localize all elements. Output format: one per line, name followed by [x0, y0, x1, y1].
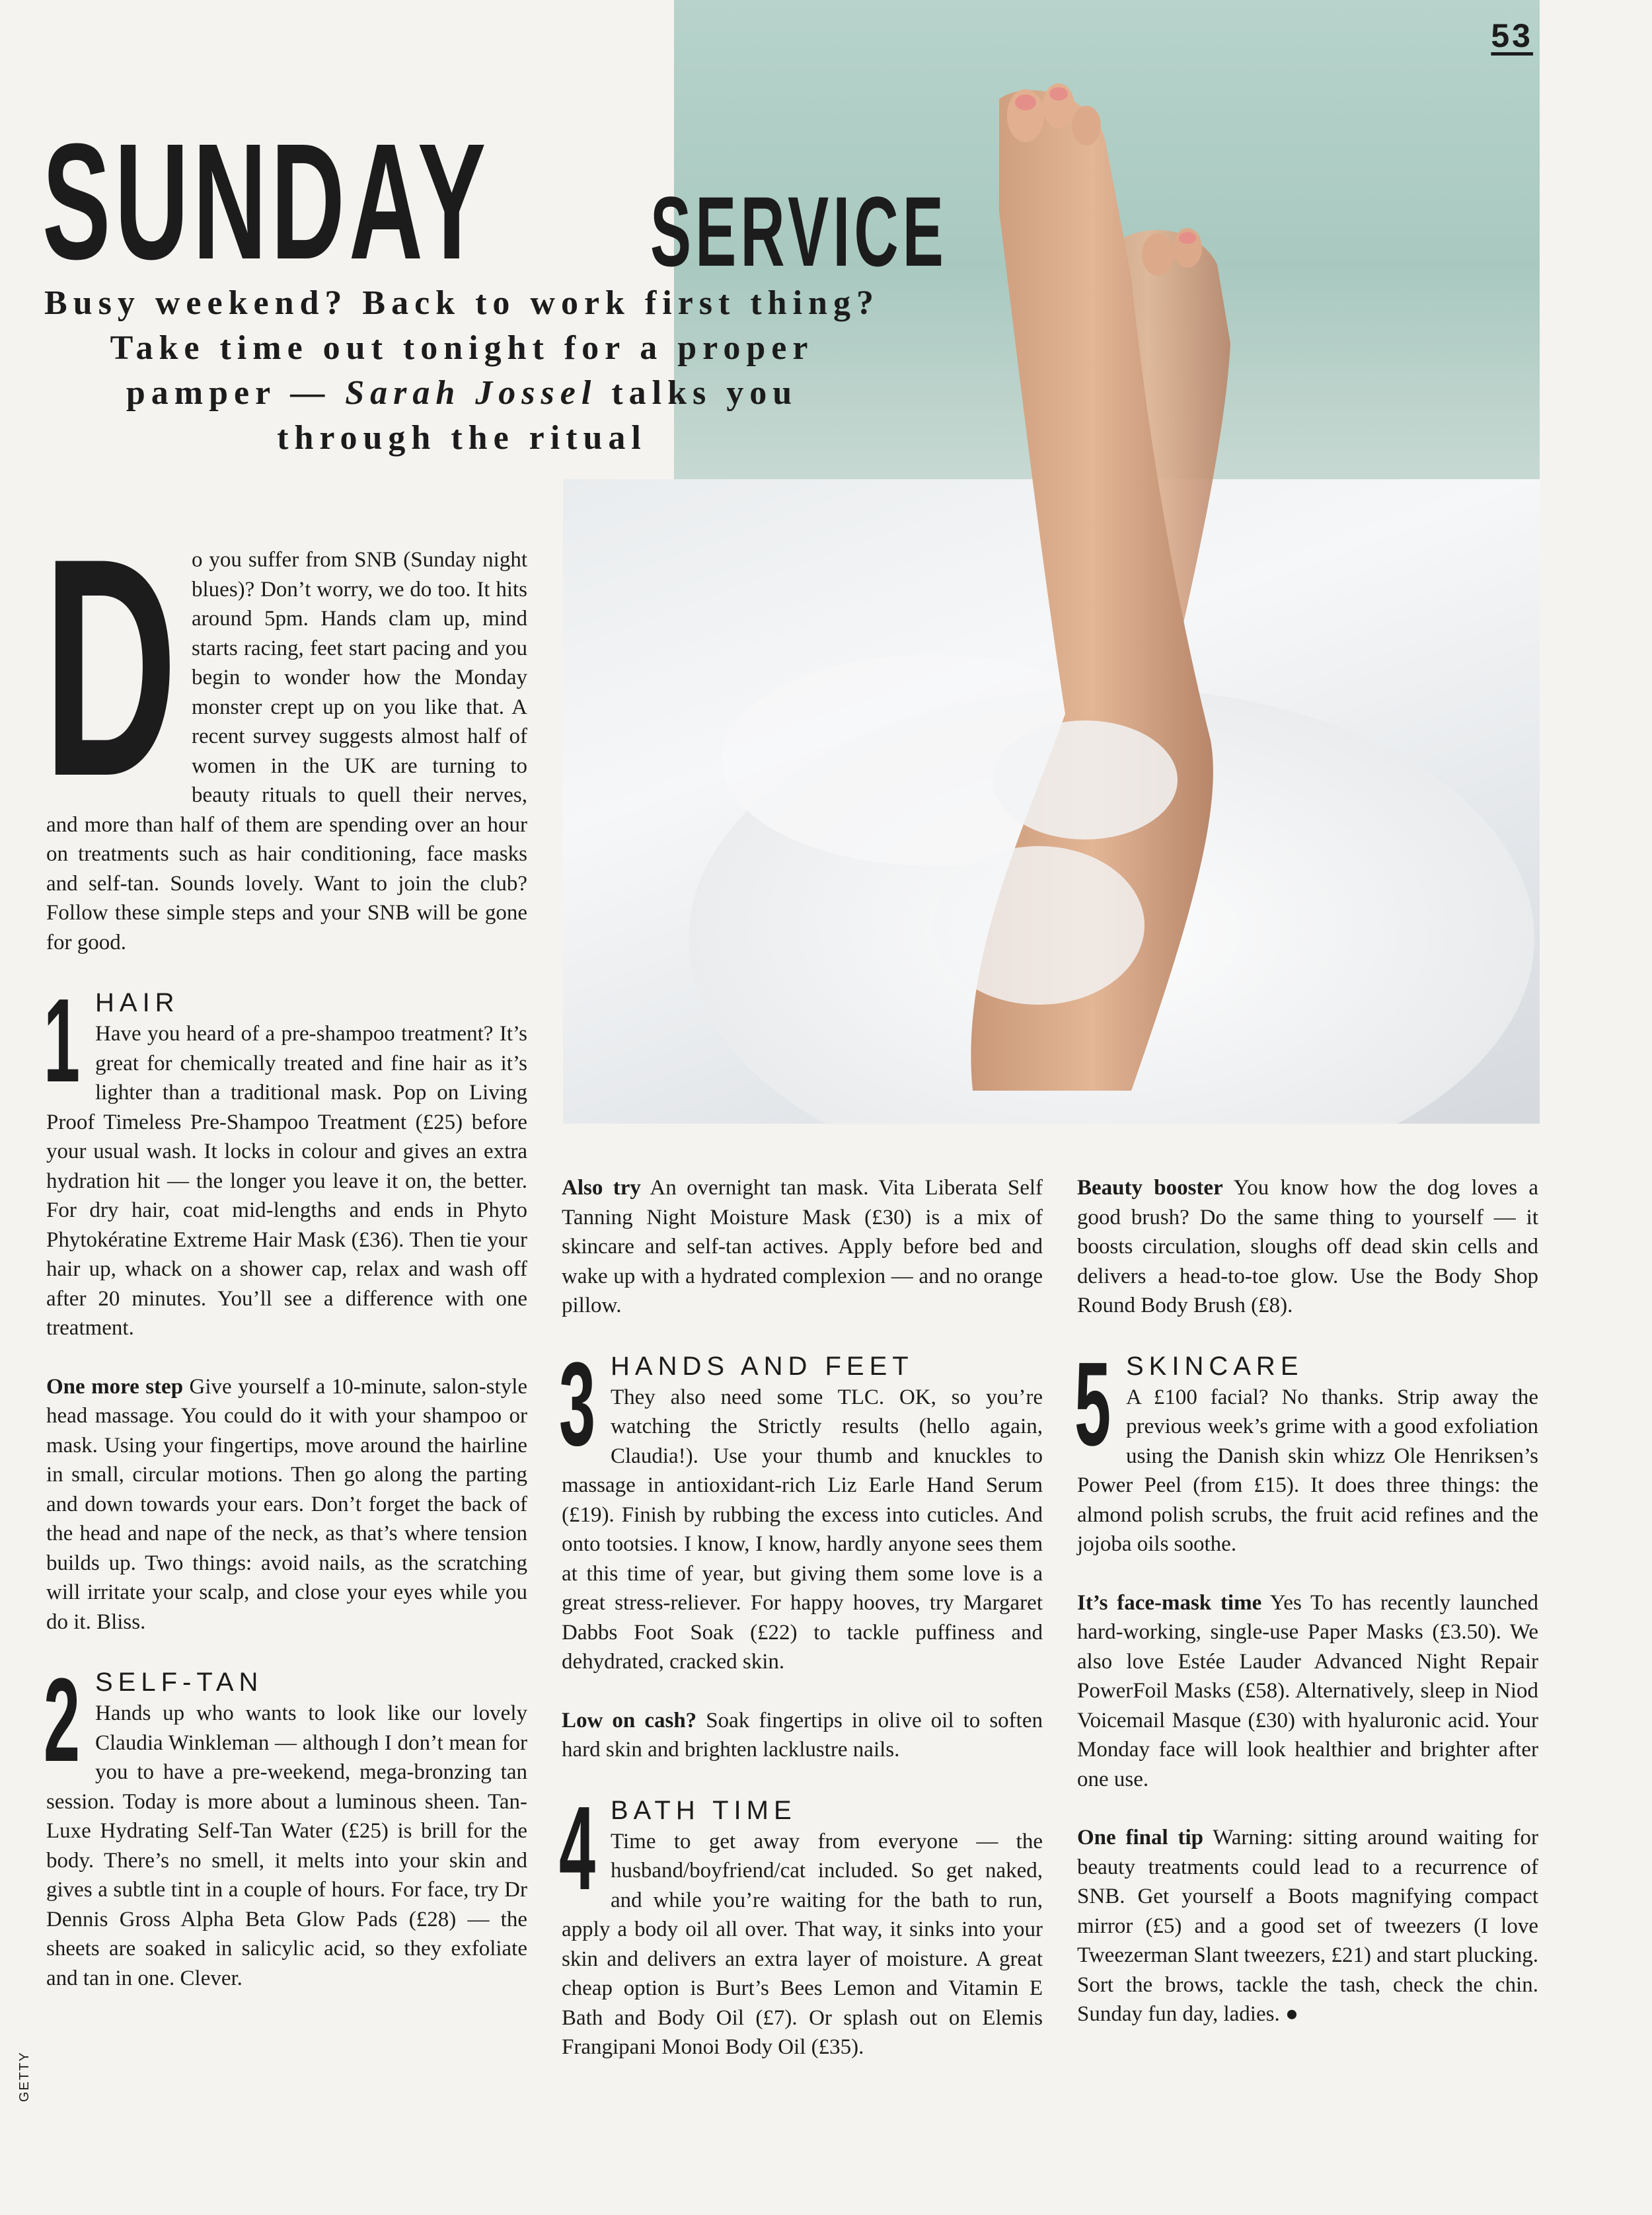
- section-self-tan: [44, 1654, 527, 1993]
- drop-cap: D: [43, 494, 178, 841]
- headline-main: SUNDAY: [42, 109, 490, 293]
- section-heading: SKINCARE: [1126, 1351, 1304, 1381]
- standfirst-text-end: talks you through the ritual: [277, 374, 798, 457]
- section-heading: BATH TIME: [611, 1795, 797, 1825]
- tip-paragraph: [562, 1706, 1043, 1765]
- tip-paragraph: [562, 1173, 1043, 1321]
- tip-lead: One final tip: [1077, 1826, 1203, 1849]
- headline-secondary: SERVICE: [650, 176, 948, 287]
- section-heading: HAIR: [95, 988, 180, 1017]
- section-body: A £100 facial? No thanks. Strip away the previous week’s grime with a good exfoliation using the Danish skin whizz Ole Henriksen’s Power Peel (from £15). It does three things: the almond polish scrubs, the fruit acid refines and the jojoba oils soothe.: [1077, 1385, 1538, 1556]
- standfirst: [42, 281, 882, 461]
- section-body: Time to get away from everyone — the husband/boyfriend/cat included. So get naked, and while you’re waiting for the bath to run, apply a body oil all over. That way, it sinks into your skin and delivers an extra layer of moisture. A great cheap option is Burt’s Bees Lemon and Vitamin E Bath and Body Oil (£7). Or splash out on Elemis Frangipani Monoi Body Oil (£35).: [562, 1829, 1043, 2059]
- tip-text: An overnight tan mask. Vita Liberata Self Tanning Night Moisture Mask (£30) is a mix of skincare and self-tan actives. Apply before bed and wake up with a hydrated complexion — and no orange pillow.: [562, 1176, 1043, 1317]
- tip-text: Warning: sitting around waiting for beauty treatments could lead to a recurrence of SNB. Get yourself a Boots magnifying compact mirror (£5) and a good set of tweezers (I love Tweezerman Slant tweezers, £21) and start plucking. Sort the brows, tackle the tash, check the chin. Sunday fun day, ladies. ●: [1077, 1826, 1539, 2026]
- column-3: [1074, 1173, 1539, 2029]
- tip-text: Yes To has recently launched hard-working, single-use Paper Masks (£3.50). We also love Estée Lauder Advanced Night Repair PowerFoil Masks (£58). Alternatively, sleep in Niod Voicemail Masque (£30) with hyaluronic acid. Your Monday face will look healthier and brighter after one use.: [1077, 1590, 1538, 1791]
- column-1: [43, 494, 528, 1993]
- headline: [42, 109, 948, 293]
- photo-credit: GETTY: [17, 2051, 32, 2102]
- tip-paragraph: [1077, 1823, 1538, 2029]
- tip-lead: It’s face-mask time: [1077, 1590, 1262, 1615]
- section-hair: [44, 974, 527, 1343]
- tip-text: You know how the dog loves a good brush? Do the same thing to yourself — it boosts circulation, sloughs off dead skin cells and delivers a head-to-toe glow. Use the Body Shop Round Body Brush (£8).: [1077, 1176, 1538, 1317]
- standfirst-text: Busy weekend? Back to work first thing? Take time out tonight for a proper pamper —: [44, 284, 880, 412]
- author-byline: Sarah Jossel: [345, 374, 597, 412]
- section-number: 3: [559, 1337, 596, 1471]
- section-heading: SELF-TAN: [95, 1668, 264, 1697]
- section-hands-and-feet: [559, 1337, 1043, 1677]
- section-number: 4: [559, 1781, 596, 1915]
- tip-paragraph: [1077, 1588, 1538, 1795]
- page-number: 53: [1491, 17, 1533, 54]
- section-body: Hands up who wants to look like our lovely Claudia Winkleman — although I don’t mean for you to have a pre-weekend, mega-bronzing tan session. Today is more about a luminous sheen. Tan-Luxe Hydrating Self-Tan Water (£25) is brill for the body. There’s no smell, it melts into your skin and gives a subtle tint in a couple of hours. For face, try Dr Dennis Gross Alpha Beta Glow Pads (£28) — the sheets are soaked in salicylic acid, so they exfoliate and tan in one. Clever.: [46, 1701, 527, 1990]
- tip-text: Give yourself a 10-minute, salon-style head massage. You could do it with your shampoo or mask. Using your fingertips, move around the hairline in small, circular motions. Then go along the parting and down towards your ears. Don’t forget the back of the head and nape of the neck, as that’s where tension builds up. Two things: avoid nails, as the scratching will irritate your scalp, and close your eyes while you do it. Bliss.: [46, 1374, 528, 1634]
- tip-lead: Beauty booster: [1077, 1176, 1223, 1200]
- intro-paragraph: [43, 494, 527, 957]
- section-bath-time: [559, 1781, 1043, 2062]
- section-number: 1: [44, 974, 81, 1107]
- tip-lead: Also try: [562, 1176, 641, 1200]
- section-body: Have you heard of a pre-shampoo treatment? It’s great for chemically treated and fine hair as it’s lighter than a traditional mask. Pop on Living Proof Timeless Pre-Shampoo Treatment (£25) before your usual wash. It locks in colour and gives an extra hydration hit — the longer you leave it on, the better. For dry hair, coat mid-lengths and ends in Phyto Phytokératine Extreme Hair Mask (£36). Then tie your hair up, whack on a shower cap, relax and wash off after 20 minutes. You’ll see a difference with one treatment.: [46, 1022, 527, 1340]
- section-number: 5: [1074, 1337, 1111, 1471]
- intro-text: o you suffer from SNB (Sunday night blues)? Don’t worry, we do too. It hits around 5pm. Hands clam up, mind starts racing, feet start pacing and you begin to wonder how the Monday monster crept up on you like that. A recent survey suggests almost half of women in the UK are turning to beauty rituals to quell their nerves, and more than half of them are spending over an hour on treatments such as hair conditioning, face masks and self-tan. Sounds lovely. Want to join the club? Follow these simple steps and your SNB will be gone for good.: [46, 548, 527, 954]
- section-number: 2: [44, 1654, 81, 1787]
- section-heading: HANDS AND FEET: [611, 1351, 914, 1381]
- tip-paragraph: [46, 1372, 527, 1637]
- section-skincare: [1074, 1337, 1538, 1559]
- tip-lead: Low on cash?: [562, 1708, 697, 1732]
- section-body: They also need some TLC. OK, so you’re watching the Strictly results (hello again, Claudia!). Use your thumb and knuckles to massage in antioxidant-rich Liz Earle Hand Serum (£19). Finish by rubbing the excess into cuticles. And onto tootsies. I know, I know, hardly anyone sees them at this time of year, but giving them some love is a great stress-reliever. For happy hooves, try Margaret Dabbs Foot Soak (£22) to tackle puffiness and dehydrated, cracked skin.: [562, 1385, 1043, 1674]
- column-2: [559, 1173, 1043, 2062]
- tip-text: Soak fingertips in olive oil to soften hard skin and brighten lacklustre nails.: [562, 1708, 1043, 1762]
- tip-paragraph: [1077, 1173, 1538, 1321]
- tip-lead: One more step: [46, 1374, 184, 1399]
